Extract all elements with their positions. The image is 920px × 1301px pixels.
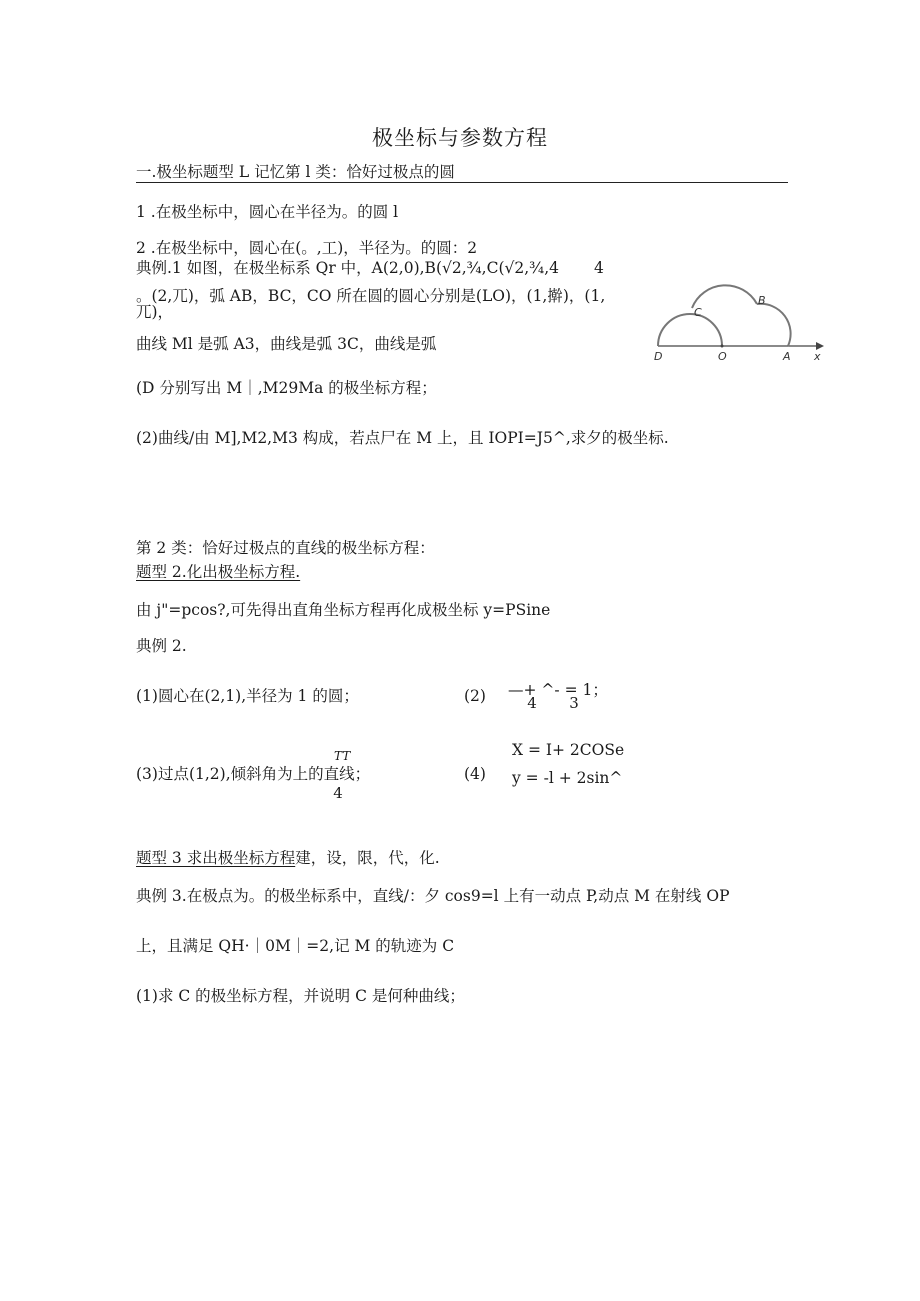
example-1-line-4: 曲线 Ml 是弧 A3，曲线是弧 3C，曲线是弧 — [136, 335, 437, 353]
example-2-item-4-y: y = -l + 2sin^ — [512, 769, 623, 787]
example-1-part-2: (2)曲线/由 M],M2,M3 构成，若点尸在 M 上，且 IOPI=J5^,求夕的极坐标. — [136, 429, 669, 447]
polar-arc-figure — [650, 268, 830, 368]
type-2-body: 由 j"=pcos?,可先得出直角坐标方程再化成极坐标 y=PSine — [136, 601, 551, 619]
example-2-item-2-equation: —+ ^- = 1； — [508, 681, 608, 699]
question-1: 1 .在极坐标中，圆心在半径为。的圆 l — [136, 203, 399, 221]
example-2-item-4-number: (4) — [464, 765, 486, 783]
category-2-heading: 第 2 类：恰好过极点的直线的极坐标方程： — [136, 539, 435, 557]
example-2-item-1: (1)圆心在(2,1),半径为 1 的圆； — [136, 687, 359, 705]
label-A: A — [783, 350, 791, 363]
example-2-item-4-x: X = I+ 2COSe — [512, 741, 625, 759]
label-x: x — [814, 350, 821, 363]
type-3-heading: 题型 3 求出极坐标方程 — [136, 849, 296, 867]
x-axis-arrow — [816, 342, 824, 350]
example-2-item-2-denominator-1: 4 — [527, 694, 537, 712]
label-O: O — [718, 350, 727, 363]
example-3-line-1: 典例 3.在极点为。的极坐标系中，直线/：夕 cos9=l 上有一动点 P,动点 M 在射线 OP — [136, 887, 730, 905]
label-D: D — [654, 350, 663, 363]
example-2-item-3-denominator: 4 — [333, 784, 343, 802]
example-1-line-1: 典例.1 如图，在极坐标系 Qr 中，A(2,0),B(√2,¾,C(√2,¾,4 — [136, 259, 559, 277]
example-1-line-1-tail: 4 — [594, 259, 604, 277]
example-2-label: 典例 2. — [136, 637, 187, 655]
arc-AB — [757, 304, 791, 346]
heading-rule — [136, 182, 788, 183]
arc-CO — [658, 314, 722, 346]
example-1-line-2: 。(2,兀)，弧 AB，BC，CO 所在圆的圆心分别是(LO)，(1,擀)，(1, — [136, 287, 606, 305]
example-2-item-3-pi: TT — [334, 749, 351, 763]
example-2-item-2-number: (2) — [464, 687, 486, 705]
example-2-item-3: (3)过点(1,2),倾斜角为上的直线； — [136, 765, 371, 783]
question-2: 2 .在极坐标中，圆心在(。,工)，半径为。的圆：2 — [136, 239, 478, 257]
example-3-line-2: 上，且满足 QH·｜0M｜=2,记 M 的轨迹为 C — [136, 937, 455, 955]
example-3-part-1: (1)求 C 的极坐标方程，并说明 C 是何种曲线； — [136, 987, 465, 1005]
label-B: B — [758, 294, 766, 307]
section1-heading: 一.极坐标题型 L 记忆第 l 类：恰好过极点的圆 — [136, 163, 455, 181]
arc-BC — [692, 285, 757, 308]
example-2-item-2-denominator-2: 3 — [569, 694, 579, 712]
type-3-line — [136, 848, 440, 868]
example-1-part-1: (D 分别写出 M｜,M29Ma 的极坐标方程； — [136, 379, 437, 397]
label-C: C — [694, 306, 702, 319]
origin-point — [721, 345, 724, 348]
type-3-tail: 建，设，限，代，化. — [295, 849, 440, 867]
type-2-heading: 题型 2.化出极坐标方程. — [136, 563, 301, 581]
page-title: 极坐标与参数方程 — [372, 126, 548, 150]
example-1-line-3: 兀)， — [136, 303, 174, 321]
